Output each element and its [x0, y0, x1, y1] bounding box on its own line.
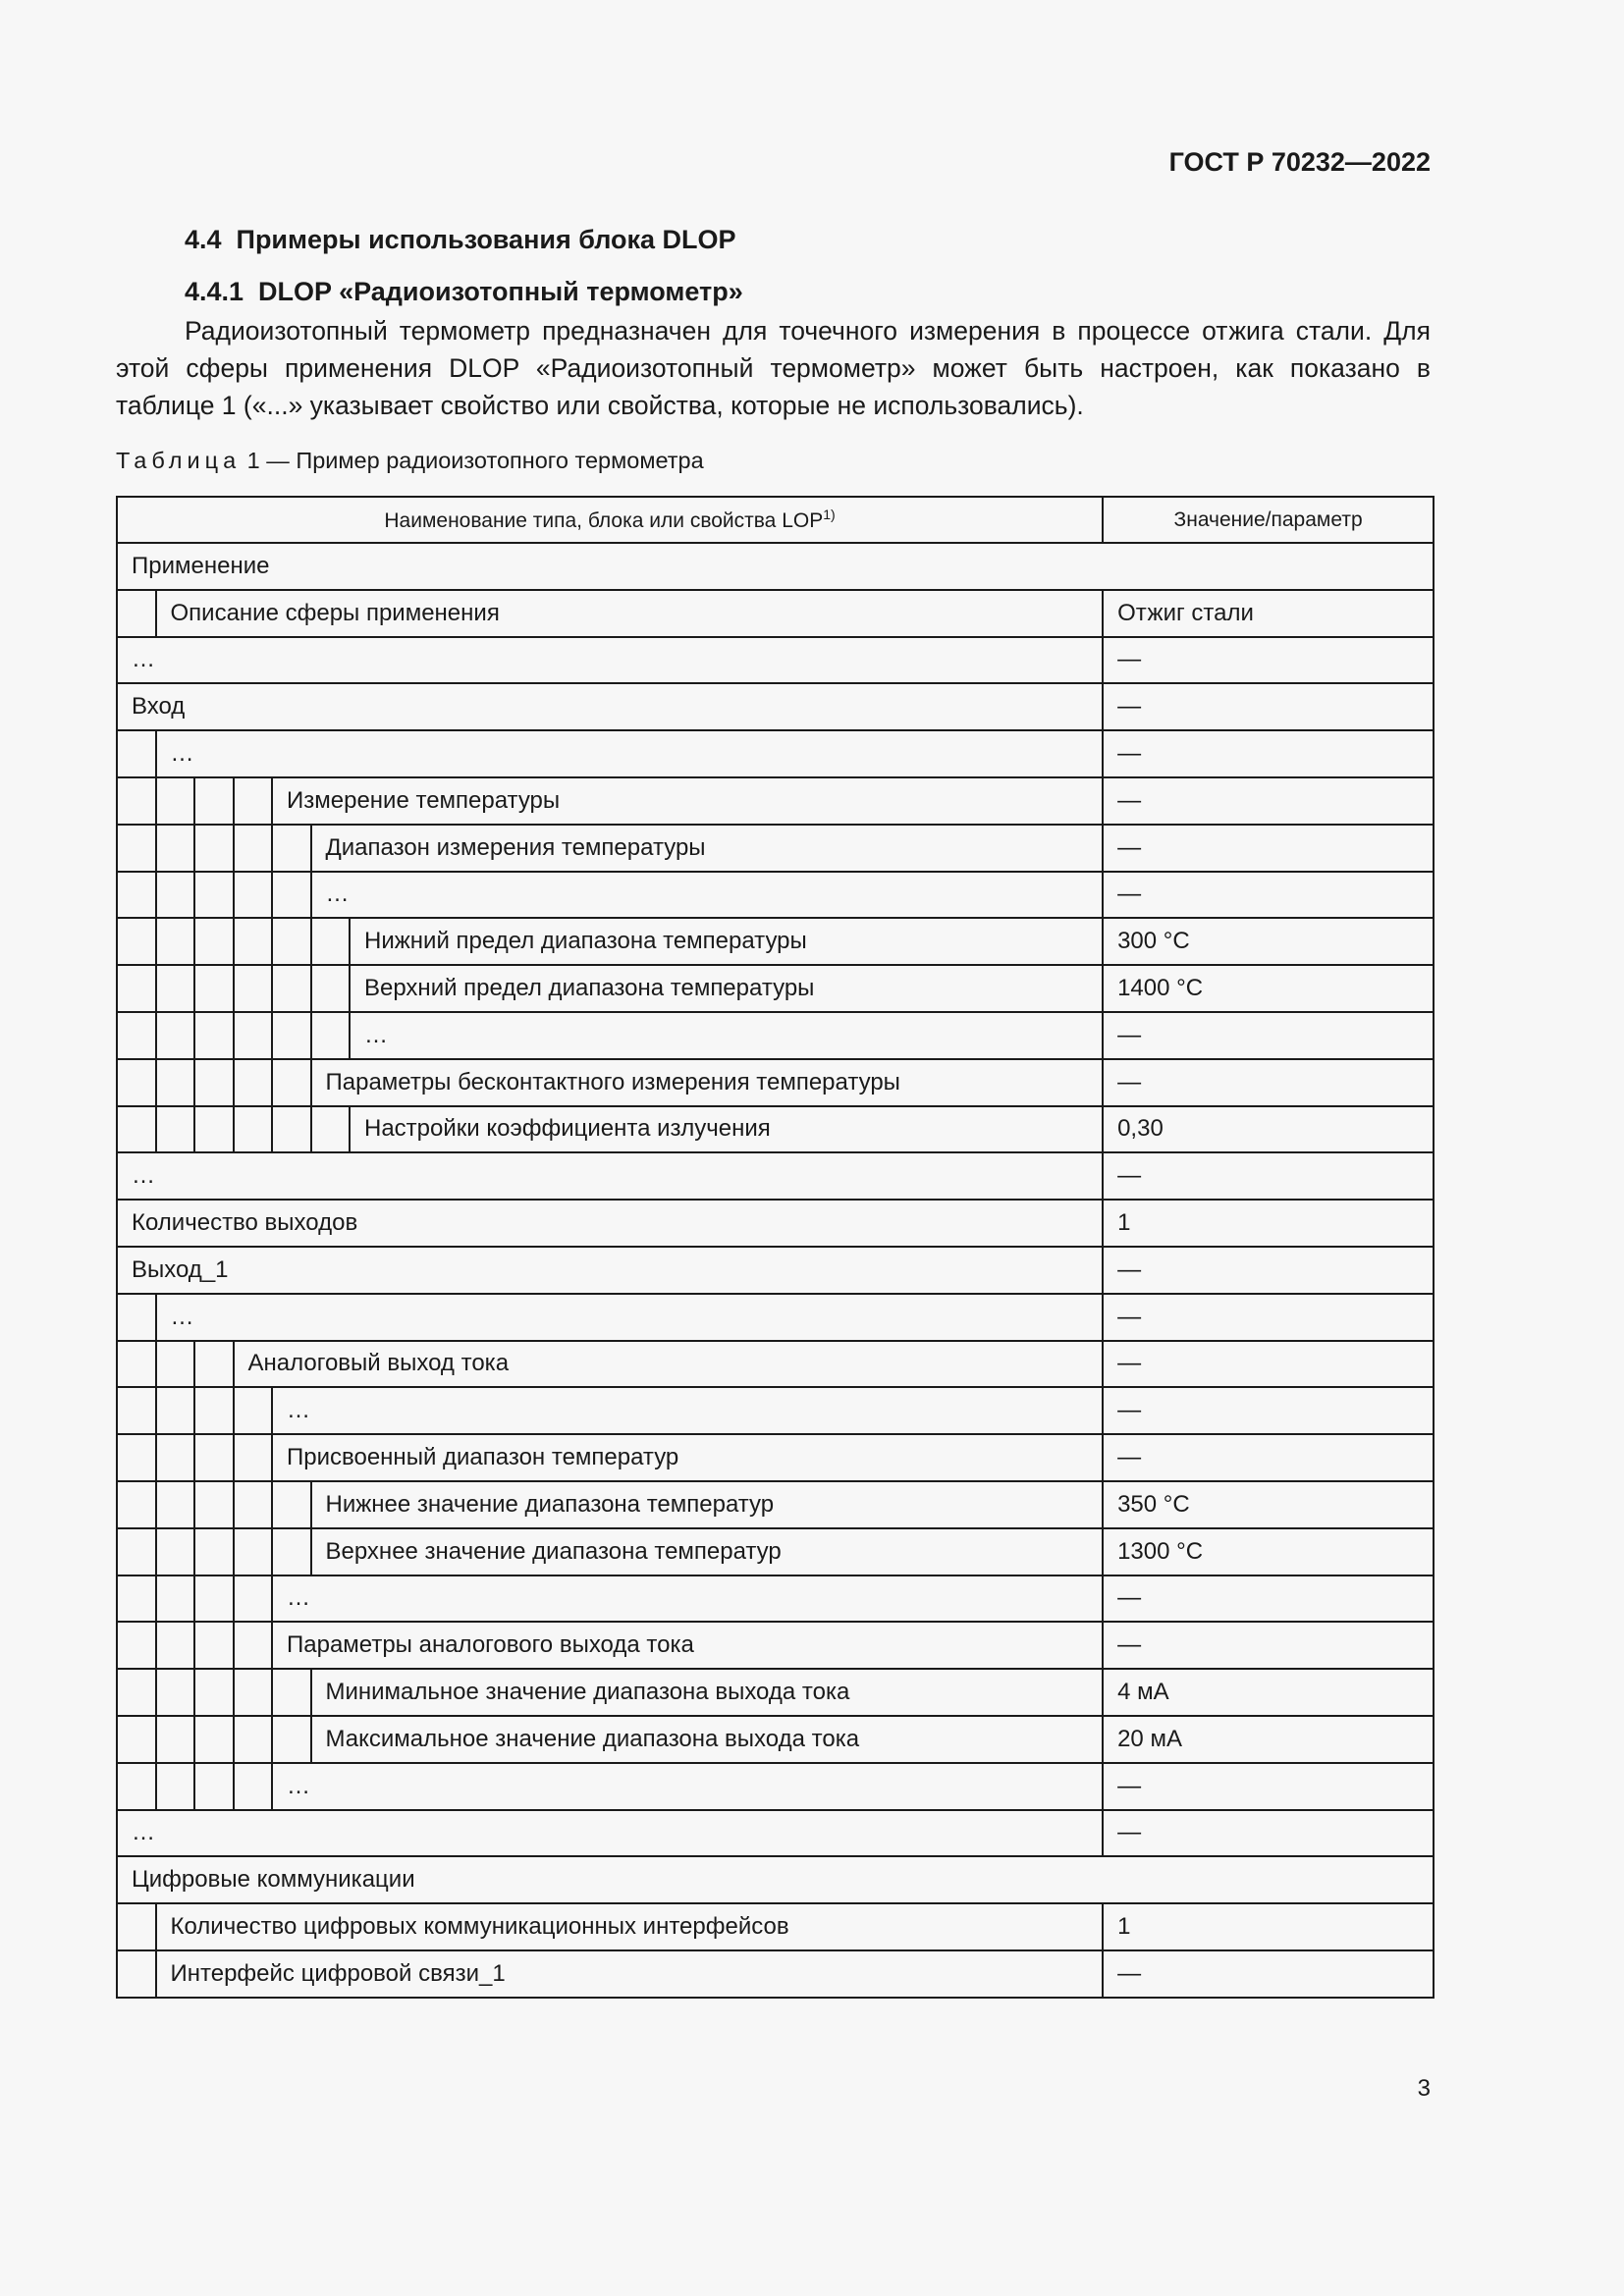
indent-cell: [272, 1059, 311, 1106]
indent-cell: [234, 1434, 273, 1481]
property-value-cell: —: [1103, 1434, 1434, 1481]
indent-cell: [117, 1950, 156, 1998]
indent-cell: [234, 965, 273, 1012]
table-row: [117, 825, 1434, 872]
property-value-cell: 1: [1103, 1200, 1434, 1247]
table-row: [117, 1012, 1434, 1059]
indent-cell: [117, 872, 156, 919]
property-name-cell: …: [156, 1294, 1104, 1341]
indent-cell: [311, 965, 351, 1012]
indent-cell: [311, 1012, 351, 1059]
indent-cell: [234, 1012, 273, 1059]
indent-cell: [117, 1012, 156, 1059]
property-name-cell: Описание сферы применения: [156, 590, 1104, 637]
section-heading: 4.4 Примеры использования блока DLOP: [185, 225, 736, 254]
table-row: [117, 1152, 1434, 1200]
property-name-cell: …: [272, 1763, 1103, 1810]
property-name-cell: Верхнее значение диапазона температур: [311, 1528, 1104, 1575]
table-row: [117, 1903, 1434, 1950]
header-value-cell: Значение/параметр: [1103, 497, 1434, 543]
table-caption-text: 1 — Пример радиоизотопного термометра: [241, 448, 704, 473]
indent-cell: [117, 1575, 156, 1623]
indent-cell: [194, 1434, 234, 1481]
indent-cell: [194, 1669, 234, 1716]
indent-cell: [234, 1575, 273, 1623]
property-name-cell: Минимальное значение диапазона выхода тока: [311, 1669, 1104, 1716]
table-row: [117, 1341, 1434, 1388]
table-row: [117, 965, 1434, 1012]
property-name-cell: …: [156, 730, 1104, 777]
indent-cell: [234, 1106, 273, 1153]
property-value-cell: —: [1103, 1012, 1434, 1059]
indent-cell: [117, 918, 156, 965]
property-value-cell: —: [1103, 730, 1434, 777]
table-row: [117, 730, 1434, 777]
indent-cell: [272, 1528, 311, 1575]
table-row: [117, 1950, 1434, 1998]
table-row: [117, 1810, 1434, 1857]
indent-cell: [117, 1387, 156, 1434]
property-name-cell: Диапазон измерения температуры: [311, 825, 1104, 872]
property-name-cell: …: [272, 1387, 1103, 1434]
table-row: [117, 1059, 1434, 1106]
indent-cell: [234, 1481, 273, 1528]
table-row: [117, 777, 1434, 825]
property-value-cell: —: [1103, 777, 1434, 825]
indent-cell: [234, 872, 273, 919]
table-header-row: [117, 497, 1434, 543]
table-caption-prefix: Таблица: [116, 448, 242, 473]
table-row: [117, 1716, 1434, 1763]
indent-cell: [156, 1716, 195, 1763]
property-name-cell: Нижний предел диапазона температуры: [350, 918, 1103, 965]
property-value-cell: —: [1103, 1387, 1434, 1434]
property-value-cell: —: [1103, 1622, 1434, 1669]
property-value-cell: —: [1103, 1247, 1434, 1294]
table-row: [117, 1387, 1434, 1434]
indent-cell: [117, 1434, 156, 1481]
indent-cell: [272, 1669, 311, 1716]
table-row: [117, 1763, 1434, 1810]
table-row: [117, 1200, 1434, 1247]
table-caption: [116, 448, 704, 474]
indent-cell: [194, 1528, 234, 1575]
property-value-cell: 350 °C: [1103, 1481, 1434, 1528]
indent-cell: [234, 1763, 273, 1810]
property-value-cell: —: [1103, 825, 1434, 872]
indent-cell: [156, 918, 195, 965]
indent-cell: [272, 965, 311, 1012]
table-row: [117, 1434, 1434, 1481]
indent-cell: [117, 1059, 156, 1106]
property-value-cell: —: [1103, 1575, 1434, 1623]
indent-cell: [194, 918, 234, 965]
indent-cell: [117, 825, 156, 872]
property-name-cell: …: [272, 1575, 1103, 1623]
property-value-cell: —: [1103, 1341, 1434, 1388]
indent-cell: [194, 1012, 234, 1059]
indent-cell: [156, 825, 195, 872]
property-value-cell: —: [1103, 1152, 1434, 1200]
property-name-cell: Присвоенный диапазон температур: [272, 1434, 1103, 1481]
property-value-cell: —: [1103, 1294, 1434, 1341]
indent-cell: [272, 1106, 311, 1153]
indent-cell: [234, 1716, 273, 1763]
property-name-cell: Количество выходов: [117, 1200, 1103, 1247]
table-row: [117, 1294, 1434, 1341]
indent-cell: [117, 590, 156, 637]
table-row: [117, 683, 1434, 730]
indent-cell: [117, 1669, 156, 1716]
indent-cell: [117, 1341, 156, 1388]
indent-cell: [194, 1575, 234, 1623]
indent-cell: [272, 1012, 311, 1059]
property-name-cell: Выход_1: [117, 1247, 1103, 1294]
indent-cell: [194, 1763, 234, 1810]
indent-cell: [234, 777, 273, 825]
indent-cell: [234, 1059, 273, 1106]
indent-cell: [117, 1106, 156, 1153]
indent-cell: [234, 1387, 273, 1434]
indent-cell: [156, 1059, 195, 1106]
header-name-cell: [117, 497, 1103, 543]
indent-cell: [117, 1294, 156, 1341]
property-name-cell: Верхний предел диапазона температуры: [350, 965, 1103, 1012]
indent-cell: [194, 1059, 234, 1106]
table-row: [117, 1575, 1434, 1623]
indent-cell: [194, 872, 234, 919]
property-name-cell: …: [311, 872, 1104, 919]
indent-cell: [156, 777, 195, 825]
indent-cell: [117, 1481, 156, 1528]
property-name-cell: Максимальное значение диапазона выхода тока: [311, 1716, 1104, 1763]
indent-cell: [117, 965, 156, 1012]
indent-cell: [156, 1341, 195, 1388]
property-value-cell: 4 мА: [1103, 1669, 1434, 1716]
indent-cell: [156, 1622, 195, 1669]
property-value-cell: —: [1103, 1950, 1434, 1998]
header-name-text: Наименование типа, блока или свойства LOP: [384, 509, 824, 532]
lop-properties-table: [116, 496, 1435, 1999]
property-name-cell: …: [117, 1810, 1103, 1857]
indent-cell: [234, 1622, 273, 1669]
table-row: [117, 1622, 1434, 1669]
indent-cell: [194, 1341, 234, 1388]
indent-cell: [156, 1575, 195, 1623]
subsection-heading: 4.4.1 DLOP «Радиоизотопный термометр»: [185, 277, 743, 306]
property-name-cell: Параметры аналогового выхода тока: [272, 1622, 1103, 1669]
property-value-cell: —: [1103, 637, 1434, 684]
indent-cell: [194, 1387, 234, 1434]
indent-cell: [117, 1528, 156, 1575]
table-row: [117, 1528, 1434, 1575]
property-name-cell: Нижнее значение диапазона температур: [311, 1481, 1104, 1528]
table-row: [117, 918, 1434, 965]
page-number: 3: [1417, 2075, 1431, 2102]
indent-cell: [272, 825, 311, 872]
indent-cell: [272, 918, 311, 965]
indent-cell: [156, 1434, 195, 1481]
property-name-cell: …: [117, 1152, 1103, 1200]
document-code: ГОСТ Р 70232—2022: [1168, 147, 1431, 177]
indent-cell: [117, 1763, 156, 1810]
property-name-cell: …: [350, 1012, 1103, 1059]
indent-cell: [194, 1481, 234, 1528]
property-name-cell: …: [117, 637, 1103, 684]
property-name-cell: Вход: [117, 683, 1103, 730]
indent-cell: [117, 1716, 156, 1763]
indent-cell: [156, 1387, 195, 1434]
indent-cell: [194, 965, 234, 1012]
property-value-cell: —: [1103, 1810, 1434, 1857]
table-row: [117, 1106, 1434, 1153]
indent-cell: [117, 1903, 156, 1950]
table-row: [117, 1856, 1434, 1903]
property-value-cell: 300 °C: [1103, 918, 1434, 965]
property-name-cell: Применение: [117, 543, 1434, 590]
indent-cell: [156, 1763, 195, 1810]
property-value-cell: Отжиг стали: [1103, 590, 1434, 637]
indent-cell: [234, 1528, 273, 1575]
indent-cell: [156, 1528, 195, 1575]
indent-cell: [311, 1106, 351, 1153]
property-name-cell: Параметры бесконтактного измерения температуры: [311, 1059, 1104, 1106]
indent-cell: [194, 1716, 234, 1763]
property-value-cell: 1: [1103, 1903, 1434, 1950]
indent-cell: [234, 918, 273, 965]
indent-cell: [194, 1106, 234, 1153]
property-value-cell: —: [1103, 683, 1434, 730]
indent-cell: [156, 1481, 195, 1528]
indent-cell: [117, 730, 156, 777]
table-row: [117, 1247, 1434, 1294]
indent-cell: [234, 1669, 273, 1716]
indent-cell: [311, 918, 351, 965]
indent-cell: [156, 965, 195, 1012]
indent-cell: [272, 872, 311, 919]
header-footnote: 1): [823, 507, 836, 522]
property-name-cell: Количество цифровых коммуникационных интерфейсов: [156, 1903, 1104, 1950]
indent-cell: [117, 777, 156, 825]
indent-cell: [234, 825, 273, 872]
indent-cell: [194, 825, 234, 872]
property-value-cell: 1400 °C: [1103, 965, 1434, 1012]
intro-paragraph: Радиоизотопный термометр предназначен для точечного измерения в процессе отжига стали. Для этой сферы применения DLOP «Радиоизотопный термометр» может быть настроен, как показано в таблице 1 («...» указывает свойство или свойства, которые не использовались).: [116, 316, 1431, 420]
property-name-cell: Аналоговый выход тока: [234, 1341, 1104, 1388]
indent-cell: [194, 1622, 234, 1669]
property-name-cell: Измерение температуры: [272, 777, 1103, 825]
indent-cell: [272, 1716, 311, 1763]
table-row: [117, 543, 1434, 590]
property-value-cell: 20 мА: [1103, 1716, 1434, 1763]
property-value-cell: —: [1103, 872, 1434, 919]
property-name-cell: Настройки коэффициента излучения: [350, 1106, 1103, 1153]
property-value-cell: —: [1103, 1763, 1434, 1810]
indent-cell: [272, 1481, 311, 1528]
table-row: [117, 590, 1434, 637]
indent-cell: [117, 1622, 156, 1669]
table-row: [117, 1481, 1434, 1528]
indent-cell: [156, 1669, 195, 1716]
table-row: [117, 1669, 1434, 1716]
property-name-cell: Интерфейс цифровой связи_1: [156, 1950, 1104, 1998]
property-value-cell: —: [1103, 1059, 1434, 1106]
property-name-cell: Цифровые коммуникации: [117, 1856, 1434, 1903]
indent-cell: [156, 1106, 195, 1153]
indent-cell: [156, 1012, 195, 1059]
property-value-cell: 0,30: [1103, 1106, 1434, 1153]
indent-cell: [156, 872, 195, 919]
indent-cell: [194, 777, 234, 825]
table-row: [117, 872, 1434, 919]
table-row: [117, 637, 1434, 684]
property-value-cell: 1300 °C: [1103, 1528, 1434, 1575]
